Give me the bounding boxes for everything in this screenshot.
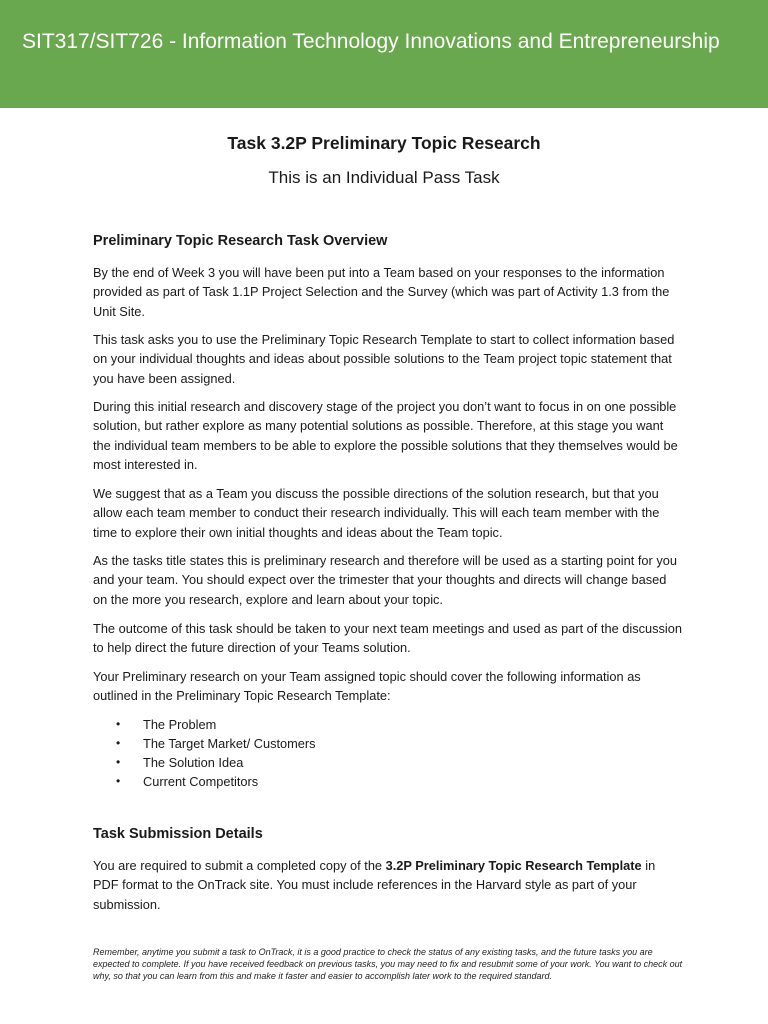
submission-paragraph: You are required to submit a completed copy of the 3.2P Preliminary Topic Research Template in PDF format to the OnTrack site. You must include references in the Harvard style as part of your submission.: [93, 858, 656, 912]
list-item: • The Problem: [116, 717, 217, 732]
overview-paragraph: By the end of Week 3 you will have been put into a Team based on your responses to the information provided as part of Task 1.1P Project Selection and the Survey (which was part of Activity 1.3 from the Unit Site.: [93, 265, 670, 319]
overview-paragraph: The outcome of this task should be taken to your next team meetings and used as part of the discussion to help direct the future direction of your Teams solution.: [93, 621, 682, 656]
task-title: Task 3.2P Preliminary Topic Research: [227, 133, 541, 153]
bullet-icon: •: [116, 755, 121, 769]
header-banner: [0, 0, 768, 108]
template-sections-list: [116, 715, 316, 791]
submission-heading: Task Submission Details: [93, 826, 263, 842]
bullet-icon: •: [116, 774, 121, 788]
overview-heading: Preliminary Topic Research Task Overview: [93, 233, 388, 249]
task-subtitle: This is an Individual Pass Task: [268, 168, 500, 187]
list-item: • The Target Market/ Customers: [116, 736, 316, 751]
overview-paragraph: This task asks you to use the Preliminary Topic Research Template to start to collect information based on your individual thoughts and ideas about possible solutions to the Team project topic statement that you have been assigned.: [93, 332, 675, 386]
overview-paragraph: As the tasks title states this is preliminary research and therefore will be used as a starting point for you and your team. You should expect over the trimester that your thoughts and directs will change based on the more you research, explore and learn about your topic.: [93, 553, 677, 607]
list-item: • Current Competitors: [116, 774, 259, 789]
overview-paragraph: During this initial research and discovery stage of the project you don’t want to focus in on one possible solution, but rather explore as many potential solutions as possible. Therefore, at this stage you want the individual team members to be able to explore the possible solutions that they themselves would be most interested in.: [93, 399, 678, 472]
bullet-icon: •: [116, 736, 121, 750]
template-name: 3.2P Preliminary Topic Research Template: [385, 858, 642, 873]
overview-paragraph: We suggest that as a Team you discuss the possible directions of the solution research, but that you allow each team member to conduct their research individually. This will each team member with the time to explore their own initial thoughts and ideas about the Team topic.: [93, 486, 660, 540]
footnote: Remember, anytime you submit a task to OnTrack, it is a good practice to check the status of any existing tasks, and the future tasks you are expected to complete. If you have received feedback on previous tasks, you may need to fix and resubmit some of your work. You want to check out why, so that you can learn from this and make it faster and easier to accomplish later work to the required standard.: [93, 947, 683, 981]
overview-paragraph: Your Preliminary research on your Team assigned topic should cover the following information as outlined in the Preliminary Topic Research Template:: [93, 669, 641, 704]
list-item: • The Solution Idea: [116, 755, 244, 770]
bullet-icon: •: [116, 717, 121, 731]
unit-title: SIT317/SIT726 - Information Technology Innovations and Entrepreneurship: [22, 30, 720, 53]
